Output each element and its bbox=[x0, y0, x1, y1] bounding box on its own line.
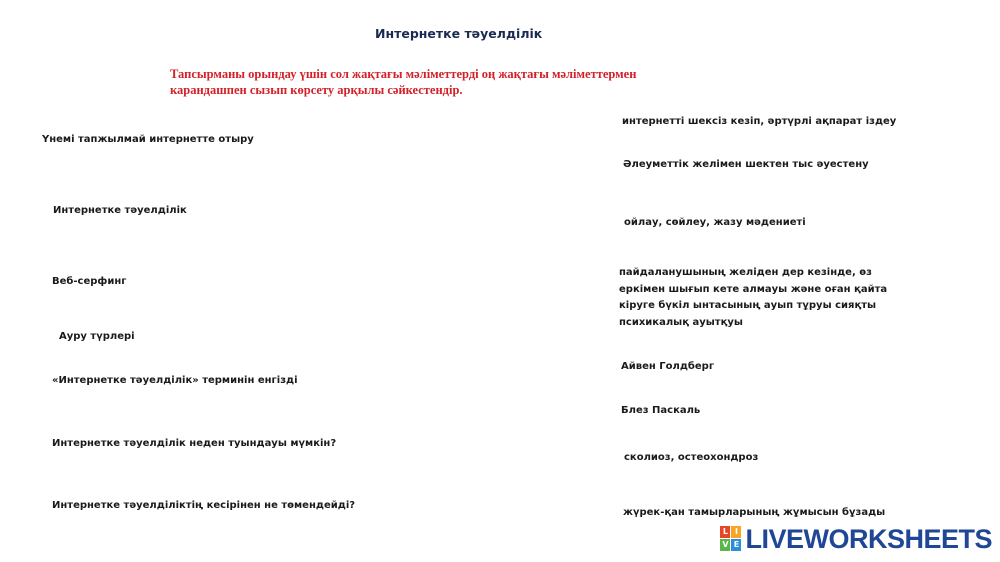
left-item[interactable]: Үнемі тапжылмай интернетте отыру bbox=[42, 134, 254, 145]
right-item[interactable]: ойлау, сөйлеу, жазу мәдениеті bbox=[624, 217, 806, 228]
right-item[interactable]: Блез Паскаль bbox=[621, 405, 701, 416]
right-item[interactable]: Айвен Голдберг bbox=[621, 361, 715, 372]
right-item[interactable]: Әлеуметтік желімен шектен тыс әуестену bbox=[623, 159, 869, 170]
logo-letter: L bbox=[720, 526, 730, 538]
logo-letter: I bbox=[731, 526, 741, 538]
logo-letter: V bbox=[722, 540, 729, 549]
left-item[interactable]: «Интернетке тәуелділік» терминін енгізді bbox=[52, 375, 298, 386]
logo-letter: E bbox=[731, 539, 741, 551]
right-item[interactable]: сколиоз, остеохондроз bbox=[624, 452, 759, 463]
liveworksheets-logo bbox=[720, 524, 992, 554]
right-item[interactable]: пайдаланушының желіден дер кезінде, өз еркімен шығып кете алмауы және оған қайта кіруге бүкіл ынтасының ауып тұруы сияқты психикалық ауытқуы bbox=[619, 267, 888, 328]
left-item[interactable]: Интернетке тәуелділік неден туындауы мүмкін? bbox=[52, 438, 337, 449]
logo-text: LIVEWORKSHEETS bbox=[745, 523, 992, 554]
page-title: Интернетке тәуелділік bbox=[375, 26, 543, 41]
instruction-text: Тапсырманы орындау үшін сол жақтағы мәліметтерді оң жақтағы мәліметтермен карандашпен сызып көрсету арқылы сәйкестендір. bbox=[170, 67, 637, 97]
left-item[interactable]: Ауру түрлері bbox=[59, 331, 135, 342]
logo-badge-icon bbox=[720, 526, 742, 552]
left-item[interactable]: Веб-серфинг bbox=[52, 276, 127, 287]
left-item[interactable]: Интернетке тәуелділіктің кесірінен не төмендейді? bbox=[52, 500, 356, 511]
left-item[interactable]: Интернетке тәуелділік bbox=[53, 205, 187, 216]
right-item[interactable]: интернетті шексіз кезіп, әртүрлі ақпарат іздеу bbox=[622, 116, 897, 127]
right-item[interactable]: жүрек-қан тамырларының жұмысын бұзады bbox=[623, 507, 886, 518]
